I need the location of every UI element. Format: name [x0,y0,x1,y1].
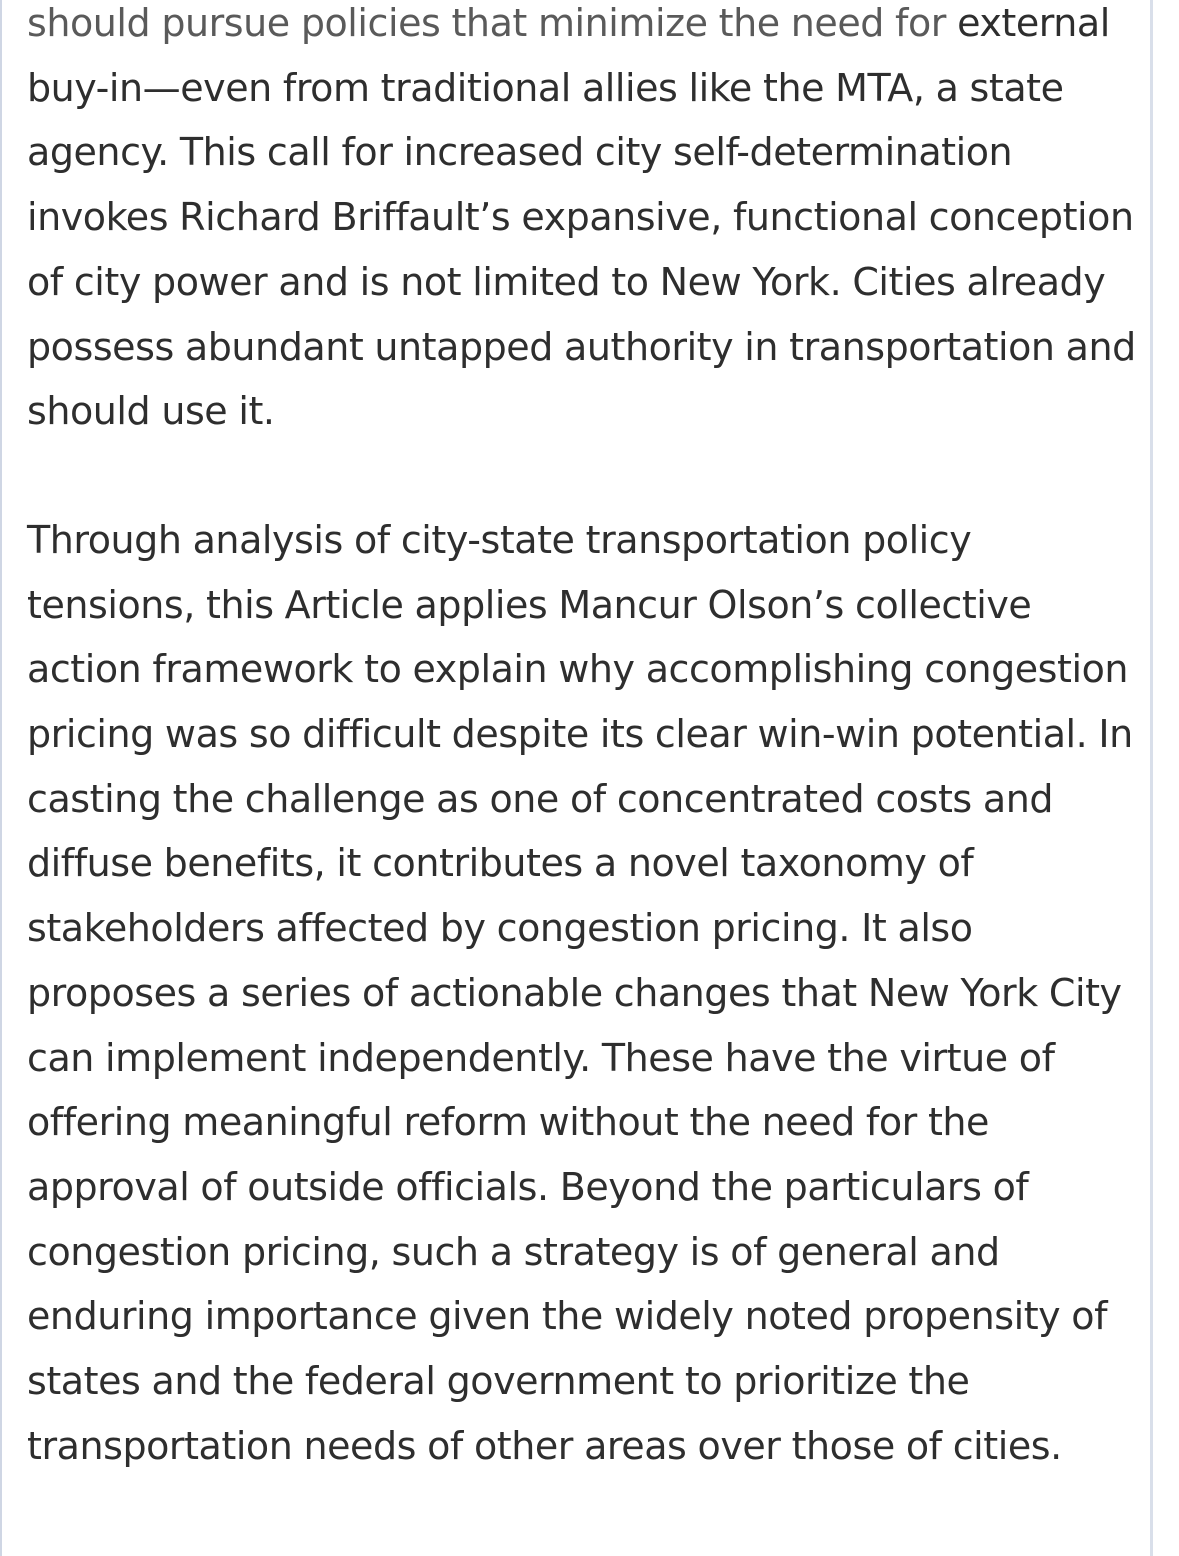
left-border [0,0,2,1556]
paragraph-olson-framework: Through analysis of city-state transportation policy tensions, this Article applies Mancur Olson’s collective action framework to explain why accomplishing congestion pricing was so difficult despite its clear win-win potential. In casting the challenge as one of concentrated costs and diffuse benefits, it contributes a novel taxonomy of stakeholders affected by congestion pricing. It also proposes a series of actionable changes that New York City can implement independently. These have the virtue of offering meaningful reform without the need for the approval of outside officials. Beyond the particulars of congestion pricing, such a strategy is of general and enduring importance given the widely noted propensity of states and the federal government to prioritize the transportation needs of other areas over those of cities. [27,517,1133,1468]
scrollbar-track[interactable] [1150,0,1153,1556]
paragraph-continued [27,0,1145,444]
article-body [27,0,1145,1478]
paragraph-continued-text: external buy-in—even from traditional allies like the MTA, a state agency. This call for increased city self-determination invokes Richard Briffault’s expansive, functional conception of city power and is not limited to New York. Cities already possess abundant untapped authority in transportation and should use it. [27,1,1136,434]
paragraph-first-line: should pursue policies that minimize the need for [27,1,946,45]
